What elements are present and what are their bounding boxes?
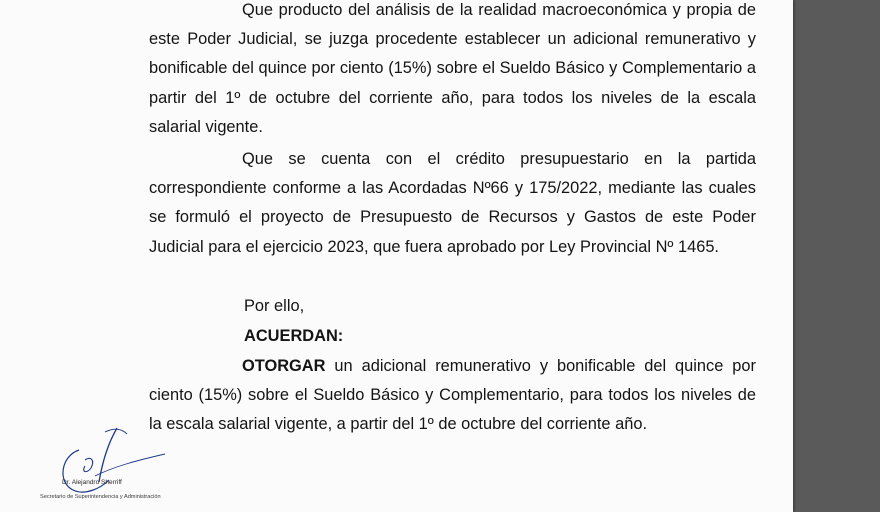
paragraph-macroeconomic-analysis: Que producto del análisis de la realidad macroeconómica y propia de este Poder Judicial, se juzga procedente establecer un adicional remunerativo y bonificable del quince por ciento (15%) sobre el Sueldo Básico y Complementario a partir del 1º de octubre del corriente año, para todos los niveles de la escala salarial vigente. (149, 1, 756, 136)
otorgar-keyword: OTORGAR (242, 357, 326, 375)
resolution-text: un adicional remunerativo y bonificable del quince por ciento (15%) sobre el Sueldo Básico y Complementario, para todos los niveles de la escala salarial vigente, a partir del 1º de octubre del corriente año. (149, 357, 756, 434)
resolution-paragraph (149, 352, 756, 440)
signatory-title: Secretario de Superintendencia y Administración (40, 494, 161, 500)
signatory-name: Dr. Alejandro Sherriff (62, 479, 122, 486)
por-ello-text: Por ello, (244, 297, 305, 315)
acuerdan-heading: ACUERDAN: (244, 327, 344, 345)
paragraph-budget-credit: Que se cuenta con el crédito presupuestario en la partida correspondiente conforme a las Acordadas Nº66 y 175/2022, mediante las cuales se formuló el proyecto de Presupuesto de Recursos y Gastos de este Poder Judicial para el ejercicio 2023, que fuera aprobado por Ley Provincial Nº 1465. (149, 150, 756, 256)
